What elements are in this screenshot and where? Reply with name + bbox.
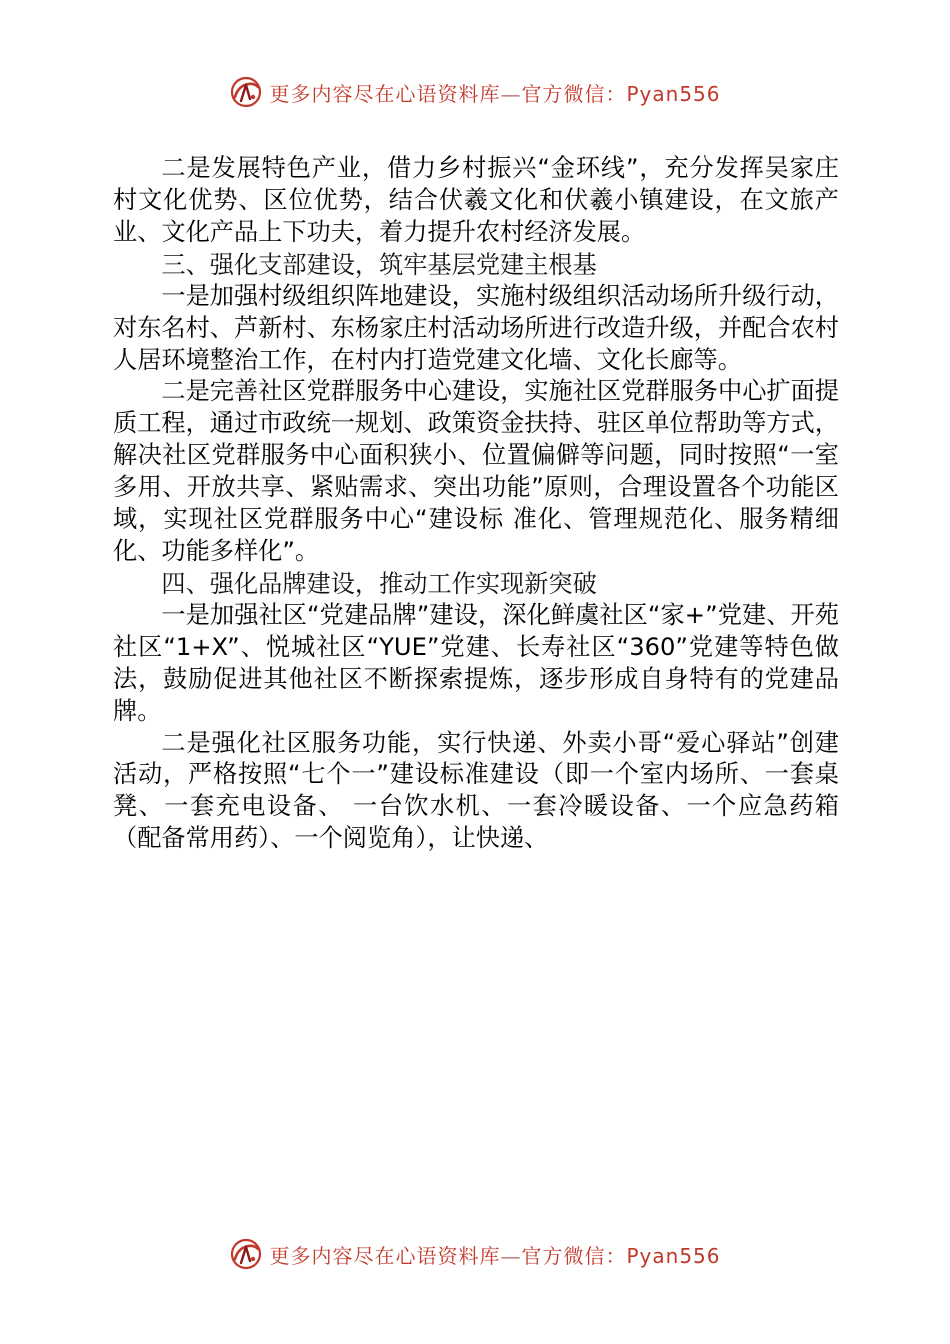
paragraph: 一是加强社区“党建品牌”建设，深化鲜虞社区“家+”党建、开苑社区“1+X”、悦城社区“YUE”党建、长寿社区“360”党建等特色做法，鼓励促进其他社区不断探索提炼，逐步形成自身特有的党建品牌。 [113,600,839,725]
paragraph: 二是完善社区党群服务中心建设，实施社区党群服务中心扩面提质工程，通过市政统一规划、政策资金扶持、驻区单位帮助等方式，解决社区党群服务中心面积狭小、位置偏僻等问题，同时按照“一室多用、开放共享、紧贴需求、突出功能”原则，合理设置各个功能区域，实现社区党群服务中心“建设标 准化、管理规范化、服务精细化、功能多样化”。 [113,377,839,565]
logo-icon [229,1237,263,1271]
watermark-dash: — [500,1243,522,1268]
section-heading: 四、强化品牌建设，推动工作实现新突破 [161,569,597,598]
logo-icon [229,75,263,109]
watermark-suffix: 官方微信： [521,1243,627,1268]
watermark-suffix: 官方微信： [521,81,627,106]
watermark-dash: — [500,81,522,106]
footer-watermark [0,1234,950,1274]
paragraph: 二是强化社区服务功能，实行快递、外卖小哥“爱心驿站”创建活动，严格按照“七个一”建设标准建设（即一个室内场所、一套桌凳、一套充电设备、 一台饮水机、一套冷暖设备、一个应急药箱（配备常用药）、一个阅览角），让快递、 [113,728,839,853]
watermark-main: 更多内容尽在心语资料库 [269,1243,501,1268]
watermark-main: 更多内容尽在心语资料库 [269,81,501,106]
watermark-account: Pyan556 [626,81,721,106]
document-body [113,153,839,855]
watermark-text [269,1240,720,1269]
watermark-account: Pyan556 [626,1243,721,1268]
header-watermark [0,72,950,112]
paragraph: 二是发展特色产业，借力乡村振兴“金环线”，充分发挥吴家庄村文化优势、区位优势，结合伏羲文化和伏羲小镇建设，在文旅产业、文化产品上下功夫，着力提升农村经济发展。 [113,154,839,246]
paragraph: 一是加强村级组织阵地建设，实施村级组织活动场所升级行动，对东名村、芦新村、东杨家庄村活动场所进行改造升级，并配合农村人居环境整治工作，在村内打造党建文化墙、文化长廊等。 [113,281,839,374]
section-heading: 三、强化支部建设，筑牢基层党建主根基 [161,250,597,279]
watermark-text [269,78,720,107]
